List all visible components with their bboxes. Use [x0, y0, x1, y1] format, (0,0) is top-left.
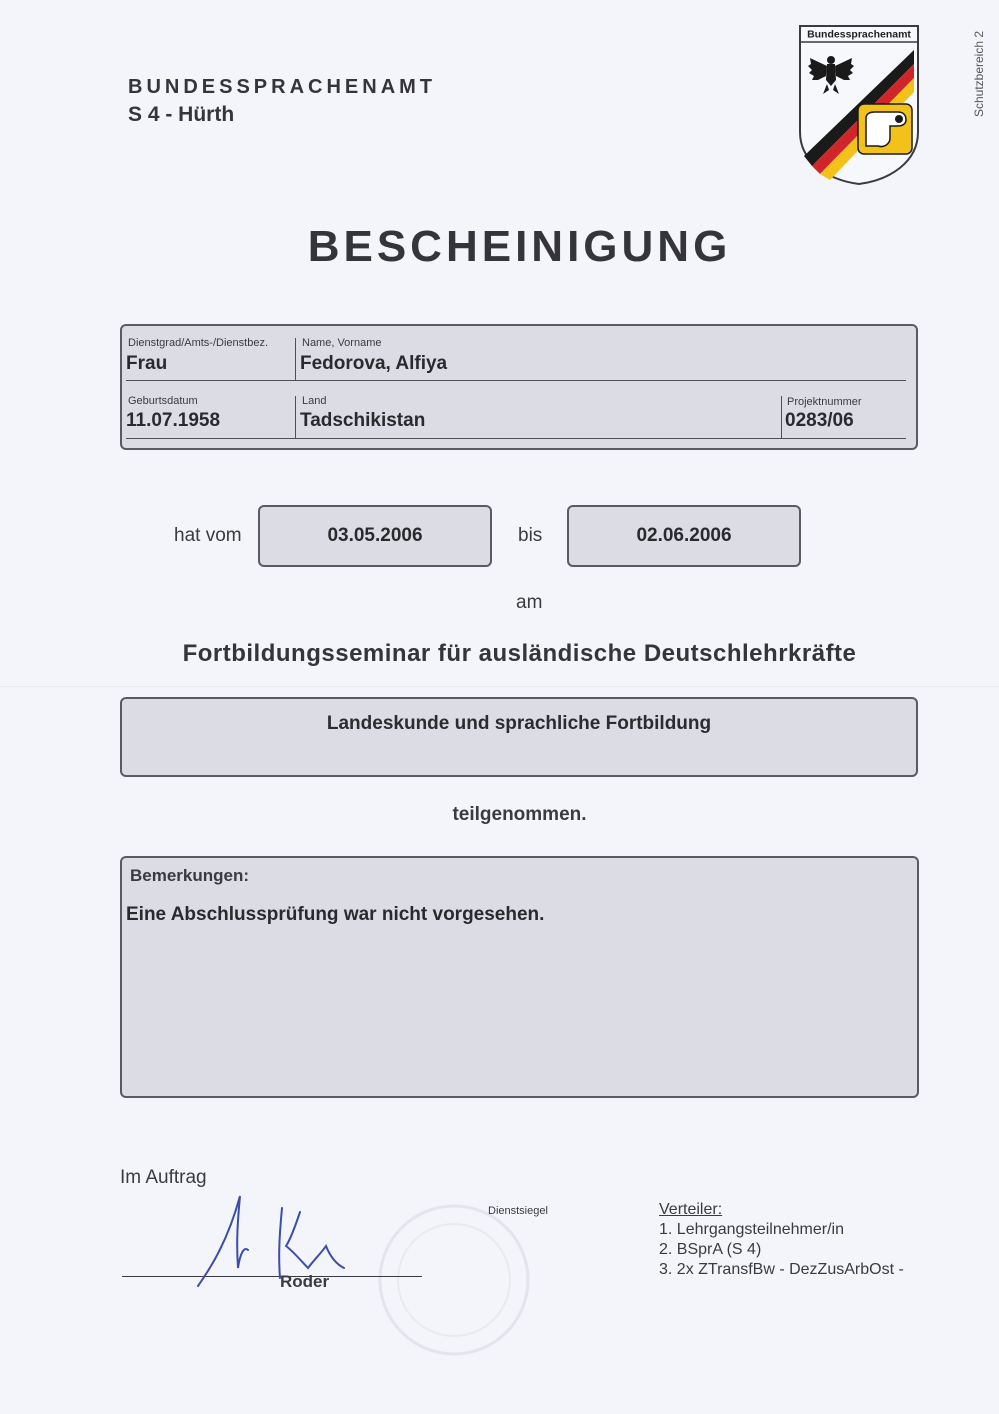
topic-panel	[120, 697, 918, 777]
at-label: am	[516, 592, 543, 613]
handwritten-signature	[190, 1188, 350, 1292]
course-name: Fortbildungsseminar für ausländische Deutschlehrkräfte	[182, 640, 857, 667]
from-label: hat vom	[174, 525, 242, 546]
distribution-item: 2. BSprA (S 4)	[659, 1241, 762, 1258]
bundessprachenamt-crest-logo	[798, 24, 920, 186]
distribution-title: Verteiler:	[659, 1201, 723, 1218]
on-behalf-label: Im Auftrag	[120, 1167, 207, 1188]
name-label: Name, Vorname	[302, 337, 382, 349]
seal-label: Dienstsiegel	[488, 1205, 548, 1217]
embossed-seal	[374, 1196, 534, 1360]
paper-fold	[0, 686, 999, 688]
distribution-item: 1. Lehrgangsteilnehmer/in	[659, 1221, 845, 1238]
document-title: BESCHEINIGUNG	[307, 222, 732, 271]
classification-vertical	[970, 22, 988, 126]
crest-label: Bundessprachenamt	[807, 28, 911, 41]
divider	[126, 438, 906, 439]
rank-value: Frau	[126, 353, 168, 374]
to-label: bis	[518, 525, 543, 546]
divider	[781, 396, 782, 438]
remarks-label: Bemerkungen:	[130, 866, 250, 885]
divider	[295, 396, 296, 438]
birthdate-label: Geburtsdatum	[128, 395, 198, 407]
divider	[126, 380, 906, 381]
personal-data-panel	[120, 324, 918, 450]
country-value: Tadschikistan	[300, 410, 426, 431]
organization-name: BUNDESSPRACHENAMT	[128, 76, 437, 98]
country-label: Land	[302, 395, 327, 407]
name-value: Fedorova, Alfiya	[300, 353, 448, 374]
course-topic: Landeskunde und sprachliche Fortbildung	[326, 713, 712, 734]
distribution-item: 3. 2x ZTransfBw - DezZusArbOst -	[659, 1261, 904, 1278]
classification-text: Schutzbereich 2	[972, 30, 986, 118]
from-date-box: 03.05.2006	[258, 505, 492, 567]
signer-name: Roder	[280, 1272, 330, 1291]
rank-label: Dienstgrad/Amts-/Dienstbez.	[128, 337, 268, 349]
divider	[295, 338, 296, 381]
department-name: S 4 - Hürth	[128, 103, 235, 126]
to-date-box: 02.06.2006	[567, 505, 801, 567]
project-number-value: 0283/06	[785, 410, 854, 431]
remarks-panel	[120, 856, 919, 1098]
birthdate-value: 11.07.1958	[126, 410, 221, 431]
project-number-label: Projektnummer	[787, 396, 862, 408]
remarks-text: Eine Abschlussprüfung war nicht vorgesehen.	[126, 904, 545, 925]
participated-text: teilgenommen.	[452, 804, 587, 825]
